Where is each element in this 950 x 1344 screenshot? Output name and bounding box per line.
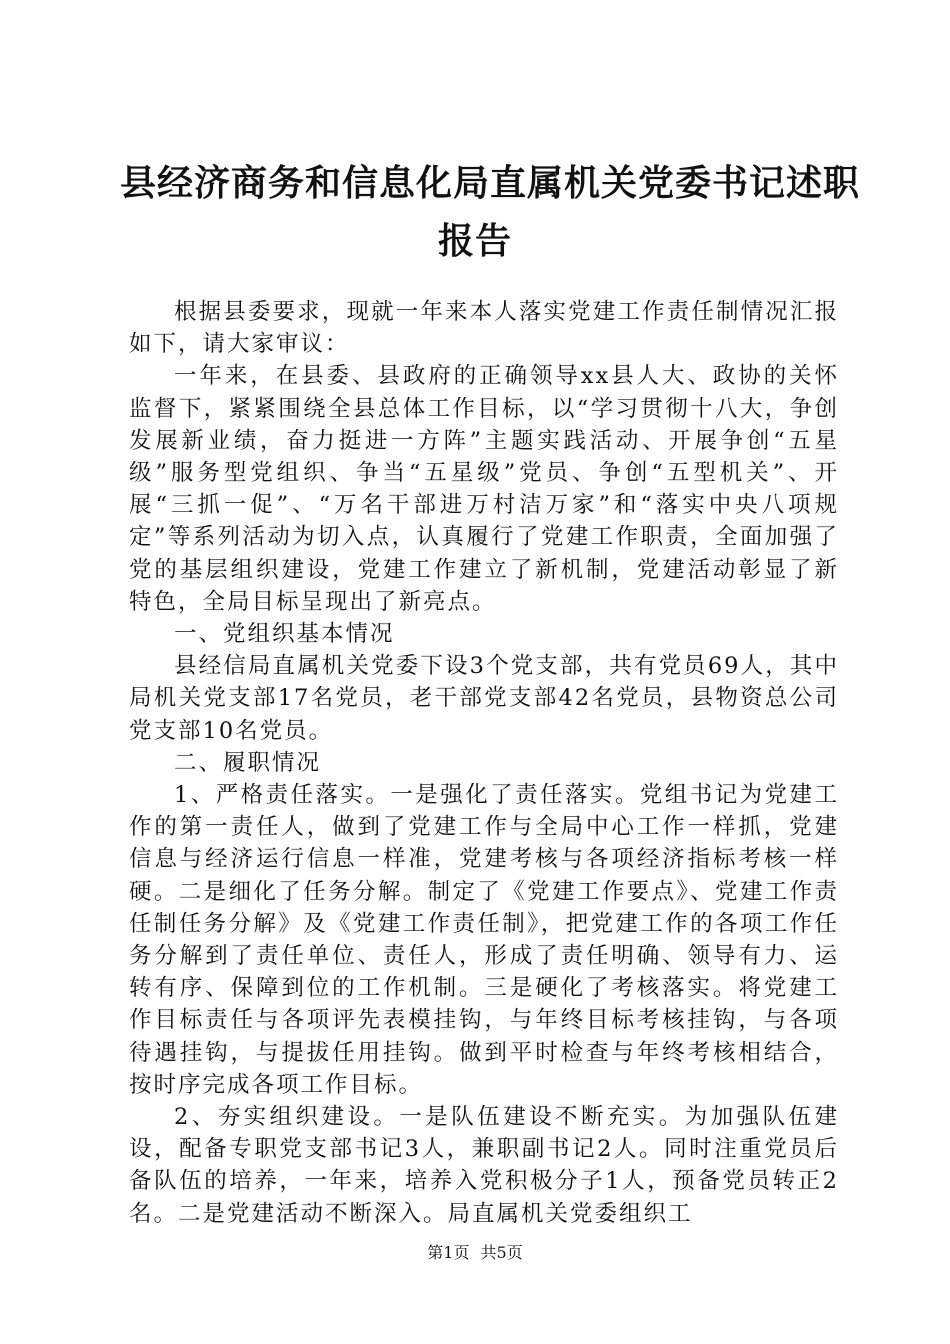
page-number: 第1页	[427, 1243, 470, 1262]
section-heading-basic-info: 一、党组织基本情况	[174, 621, 395, 648]
document-body	[129, 296, 839, 1230]
paragraph-intro: 根据县委要求，现就一年来本人落实党建工作责任制情况汇报如下，请大家审议：	[129, 299, 839, 358]
paragraph-responsibility: 1、严格责任落实。一是强化了责任落实。党组书记为党建工作的第一责任人，做到了党建工作与全局中心工作一样抓，党建信息与经济运行信息一样准，党建考核与各项经济指标考核一样硬。二是细化了任务分解。制定了《党建工作要点》、党建工作责任制任务分解》及《党建工作责任制》，把党建工作的各项工作任务分解到了责任单位、责任人，形成了责任明确、领导有力、运转有序、保障到位的工作机制。三是硬化了考核落实。将党建工作目标责任与各项评先表模挂钩，与年终目标考核挂钩，与各项待遇挂钩，与提拔任用挂钩。做到平时检查与年终考核相结合，按时序完成各项工作目标。	[129, 782, 839, 1098]
page-total: 共5页	[480, 1243, 523, 1262]
page-footer	[0, 1243, 950, 1263]
document-title-line-2: 报告	[437, 220, 512, 262]
document-title-line-1: 县经济商务和信息化局直属机关党委书记述职	[120, 162, 861, 204]
section-heading-duties: 二、履职情况	[174, 749, 322, 776]
paragraph-organization: 2、夯实组织建设。一是队伍建设不断充实。为加强队伍建设，配备专职党支部书记3人，兼职副书记2人。同时注重党员后备队伍的培养，一年来，培养入党积极分子1人，预备党员转正2名。二是党建活动不断深入。局直属机关党委组织工	[129, 1104, 839, 1227]
paragraph-overview: 一年来，在县委、县政府的正确领导xx县人大、政协的关怀监督下，紧紧围绕全县总体工作目标，以“学习贯彻十八大，争创发展新业绩，奋力挺进一方阵”主题实践活动、开展争创“五星级”服务型党组织、争当“五星级”党员、争创“五型机关”、开展“三抓一促”、“万名干部进万村洁万家”和“落实中央八项规定”等系列活动为切入点，认真履行了党建工作职责，全面加强了党的基层组织建设，党建工作建立了新机制，党建活动彰显了新特色，全局目标呈现出了新亮点。	[129, 363, 839, 615]
paragraph-basic-info: 县经信局直属机关党委下设3个党支部，共有党员69人，其中局机关党支部17名党员，老干部党支部42名党员，县物资总公司党支部10名党员。	[129, 653, 839, 744]
